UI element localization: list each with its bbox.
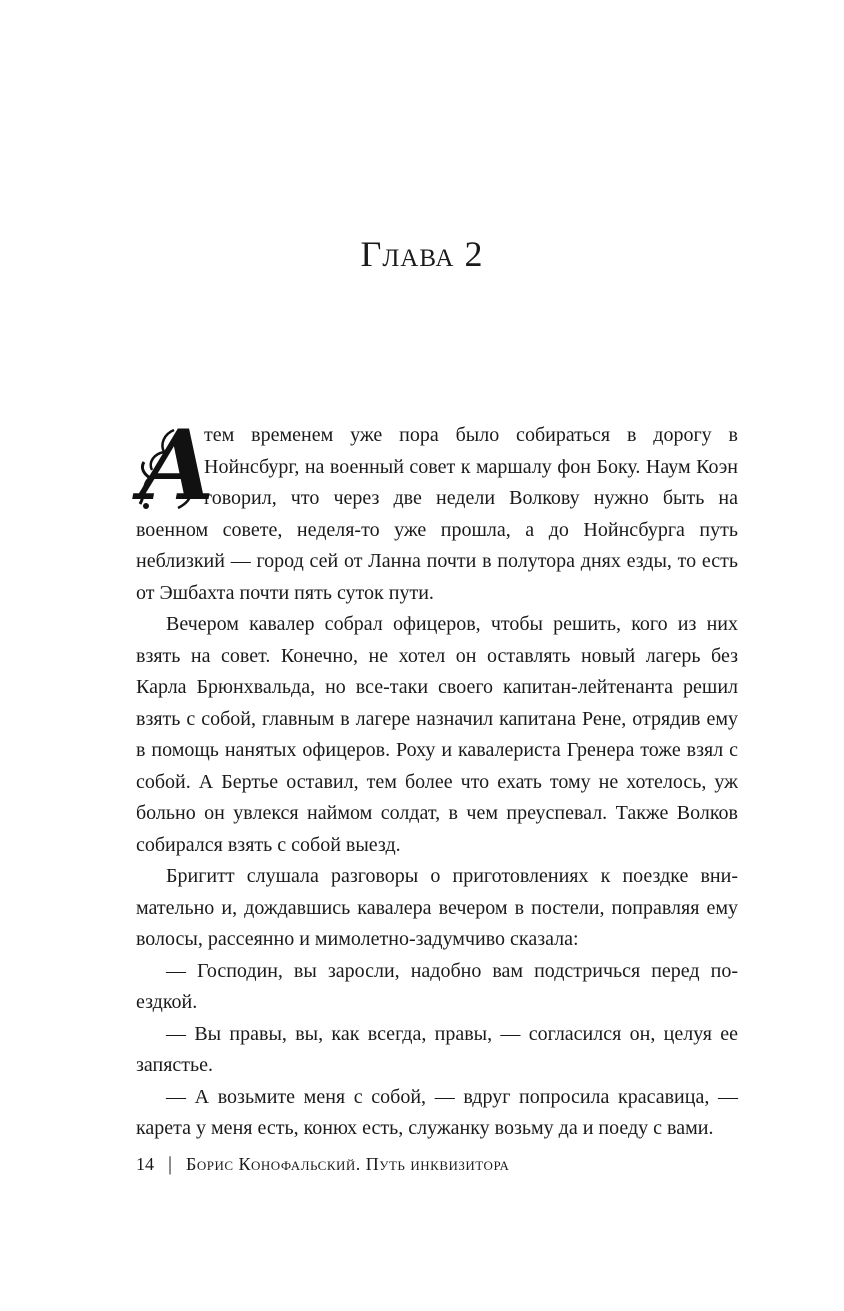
page-footer	[136, 1153, 509, 1176]
drop-cap-letter: А	[138, 409, 217, 522]
paragraph-1-text: тем временем уже пора было собираться в дорогу в Нойнсбург, на военный совет к маршалу фон Боку. Наум Коэн говорил, что через две недели Волкову нужно быть на военном совете, неделя-то уже прошла, а до Нойнсбурга путь неблизкий — город сей от Ланна почти в полутора днях езды, то есть от Эшбахта почти пять суток пути.	[136, 424, 738, 604]
running-title: Борис Конофальский. Путь инквизитора	[186, 1154, 510, 1174]
body-text	[136, 409, 738, 1145]
footer-separator: |	[168, 1153, 173, 1175]
paragraph-2: Вечером кавалер собрал офицеров, чтобы решить, кого из них взять на совет. Конечно, не хотел он оставлять новый лагерь без Карла Брюнхвальда, но все-таки своего капитан-лейтенанта решил взять с собой, главным в лагере назначил капитана Рене, отрядив ему в помощь нанятых офицеров. Роху и кавалериста Гренера тоже взял с собой. А Бертье оставил, тем более что ехать тому не хотелось, уж больно он увлекся наймом солдат, в чем преуспевал. Также Волков собирался взять с собой выезд.	[136, 613, 738, 856]
paragraph-3: Бригитт слушала разговоры о приготовлениях к поездке внимательно и, дождавшись кавалера вечером в постели, поправляя ему волосы, рассеянно и мимолетно-задумчиво сказала:	[136, 865, 738, 950]
page-number: 14	[136, 1154, 154, 1174]
paragraph-1	[136, 409, 738, 609]
chapter-title: Глава 2	[360, 234, 484, 274]
paragraph-6: — А возьмите меня с собой, — вдруг попросила красавица, — карета у меня есть, конюх есть, служанку возьму да и поеду с вами.	[136, 1085, 738, 1139]
drop-cap	[134, 409, 217, 522]
paragraph-4: — Господин, вы заросли, надобно вам подстричься перед поездкой.	[136, 959, 738, 1013]
paragraph-5: — Вы правы, вы, как всегда, правы, — согласился он, целуя ее запястье.	[136, 1022, 738, 1076]
